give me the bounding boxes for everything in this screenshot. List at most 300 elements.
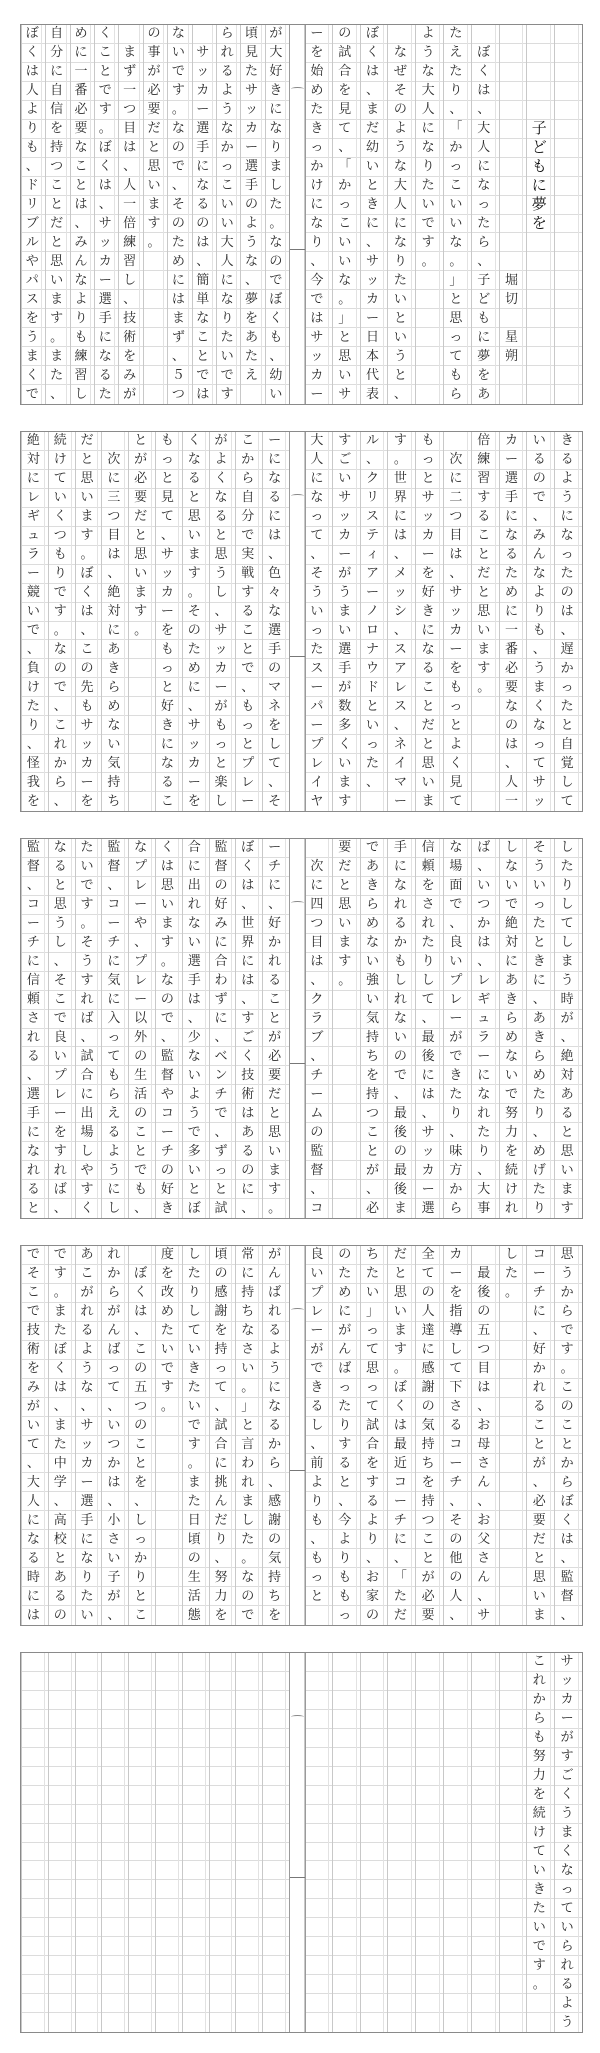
- grid-cell: 目: [102, 527, 128, 546]
- grid-cell: と: [183, 489, 209, 508]
- grid-cell: [416, 1653, 443, 1672]
- grid-cell: 。: [333, 290, 360, 309]
- grid-cell: [444, 1824, 471, 1843]
- grid-cell: 合: [210, 953, 236, 972]
- grid-cell: [183, 1691, 209, 1710]
- grid-cell: と: [555, 1123, 582, 1142]
- grid-cell: [500, 1492, 527, 1511]
- grid-cell: つ: [46, 158, 69, 177]
- grid-cell: に: [527, 177, 554, 196]
- grid-cell: い: [333, 233, 360, 252]
- grid-cell: ま: [76, 508, 102, 527]
- grid-cell: う: [183, 1104, 209, 1123]
- grid-cell: け: [49, 451, 75, 470]
- grid-cell: で: [236, 527, 262, 546]
- grid-cell: 選: [183, 953, 209, 972]
- grid-cell: 、: [393, 387, 407, 403]
- grid-cell: 楽: [210, 773, 236, 792]
- grid-cell: [210, 1805, 236, 1824]
- grid-cell: 監: [22, 839, 48, 858]
- grid-cell: あ: [361, 858, 388, 877]
- grid-cell: も: [266, 328, 289, 347]
- grid-cell: 思: [444, 309, 471, 328]
- grid-cell: れ: [76, 1303, 102, 1322]
- manuscript-column: [526, 1653, 554, 2032]
- grid-cell: [129, 1805, 155, 1824]
- manuscript-column: [304, 25, 332, 404]
- grid-cell: ー: [305, 25, 332, 44]
- grid-cell: り: [305, 1492, 332, 1511]
- grid-cell: [555, 233, 582, 252]
- grid-cell: 、: [500, 754, 527, 773]
- grid-cell: と: [129, 1142, 155, 1161]
- grid-cell: に: [305, 470, 332, 489]
- grid-cell: [76, 1899, 102, 1918]
- grid-cell: た: [472, 1123, 499, 1142]
- grid-cell: と: [361, 1142, 388, 1161]
- grid-cell: [49, 1861, 75, 1880]
- grid-cell: ー: [444, 1265, 471, 1284]
- grid-cell: と: [236, 640, 262, 659]
- grid-cell: [22, 1653, 48, 1672]
- grid-cell: は: [305, 953, 332, 972]
- grid-cell: ー: [241, 139, 264, 158]
- grid-cell: [500, 1691, 527, 1710]
- grid-cell: [129, 1691, 155, 1710]
- grid-cell: わ: [236, 1454, 262, 1473]
- grid-cell: で: [416, 215, 443, 234]
- grid-cell: の: [333, 1246, 360, 1265]
- manuscript-column: [360, 1653, 388, 2032]
- grid-cell: 、: [527, 991, 554, 1010]
- grid-cell: [444, 1899, 471, 1918]
- grid-cell: [333, 1748, 360, 1767]
- grid-cell: な: [416, 63, 443, 82]
- grid-cell: サ: [361, 252, 388, 271]
- grid-cell: は: [444, 546, 471, 565]
- grid-cell: っ: [333, 196, 360, 215]
- grid-cell: も: [236, 697, 262, 716]
- grid-cell: に: [500, 953, 527, 972]
- grid-cell: [333, 1918, 360, 1937]
- grid-cell: カ: [156, 584, 182, 603]
- grid-cell: で: [210, 1104, 236, 1123]
- grid-cell: よ: [361, 1511, 388, 1530]
- grid-cell: に: [156, 735, 182, 754]
- grid-cell: と: [444, 716, 471, 735]
- grid-cell: る: [22, 1549, 48, 1568]
- grid-cell: [49, 1994, 75, 2013]
- grid-cell: い: [527, 1918, 554, 1937]
- grid-cell: [527, 328, 554, 347]
- grid-cell: で: [95, 82, 118, 101]
- grid-cell: す: [361, 1473, 388, 1492]
- grid-cell: [388, 1805, 415, 1824]
- grid-cell: [49, 1653, 75, 1672]
- grid-cell: い: [183, 1341, 209, 1360]
- grid-cell: [129, 792, 155, 811]
- grid-cell: [500, 63, 527, 82]
- grid-cell: [76, 1861, 102, 1880]
- grid-cell: の: [263, 659, 289, 678]
- grid-cell: 術: [22, 1341, 48, 1360]
- grid-cell: [388, 1767, 415, 1786]
- grid-cell: す: [156, 1379, 182, 1398]
- grid-cell: 始: [305, 63, 332, 82]
- grid-cell: 、: [76, 1398, 102, 1417]
- grid-cell: な: [555, 527, 582, 546]
- grid-cell: 気: [102, 972, 128, 991]
- grid-cell: き: [444, 1066, 471, 1085]
- grid-cell: ど: [527, 139, 554, 158]
- grid-cell: [333, 1653, 360, 1672]
- grid-cell: こ: [129, 1341, 155, 1360]
- grid-cell: [500, 1568, 527, 1587]
- grid-cell: し: [214, 794, 228, 810]
- grid-cell: ま: [555, 953, 582, 972]
- grid-cell: 絶: [102, 584, 128, 603]
- grid-cell: の: [527, 470, 554, 489]
- grid-cell: 人: [119, 177, 142, 196]
- grid-cell: を: [263, 716, 289, 735]
- grid-cell: ず: [210, 991, 236, 1010]
- grid-cell: な: [217, 290, 240, 309]
- grid-cell: 、: [444, 1492, 471, 1511]
- grid-cell: に: [388, 508, 415, 527]
- grid-cell: い: [333, 470, 360, 489]
- grid-cell: に: [416, 1341, 443, 1360]
- grid-cell: 番: [500, 640, 527, 659]
- grid-cell: 、: [210, 1398, 236, 1417]
- grid-cell: [500, 1824, 527, 1843]
- grid-cell: ん: [472, 1473, 499, 1492]
- grid-cell: [361, 1861, 388, 1880]
- grid-cell: に: [500, 508, 527, 527]
- grid-cell: サ: [193, 44, 216, 63]
- grid-cell: す: [527, 1956, 554, 1975]
- grid-cell: に: [102, 1180, 128, 1199]
- grid-cell: た: [183, 1265, 209, 1284]
- grid-cell: コ: [22, 896, 48, 915]
- grid-cell: [49, 1672, 75, 1691]
- grid-cell: な: [416, 640, 443, 659]
- grid-cell: 続: [527, 1805, 554, 1824]
- grid-cell: 、: [210, 1549, 236, 1568]
- fold-mark-icon: [291, 901, 304, 905]
- grid-cell: し: [129, 1511, 155, 1530]
- grid-cell: [144, 252, 167, 271]
- grid-cell: ー: [472, 1047, 499, 1066]
- manuscript-column: [167, 25, 191, 404]
- grid-cell: ぼ: [187, 1201, 201, 1217]
- grid-cell: 。: [156, 953, 182, 972]
- grid-cell: [129, 735, 155, 754]
- grid-cell: ー: [76, 773, 102, 792]
- grid-cell: ら: [555, 1473, 582, 1492]
- manuscript-column: [155, 839, 182, 1218]
- grid-cell: の: [263, 1530, 289, 1549]
- grid-cell: い: [49, 489, 75, 508]
- manuscript-column: [499, 1653, 527, 2032]
- grid-cell: か: [555, 659, 582, 678]
- grid-cell: を: [416, 1473, 443, 1492]
- grid-cell: [472, 1767, 499, 1786]
- grid-cell: ま: [333, 603, 360, 622]
- manuscript-column: [443, 839, 471, 1218]
- grid-cell: [527, 271, 554, 290]
- manuscript-column: [262, 839, 289, 1218]
- grid-cell: [444, 1843, 471, 1862]
- grid-cell: か: [263, 934, 289, 953]
- grid-cell: 手: [183, 972, 209, 991]
- grid-cell: 合: [183, 839, 209, 858]
- grid-cell: 方: [444, 1161, 471, 1180]
- grid-cell: [102, 432, 128, 451]
- grid-cell: の: [168, 139, 191, 158]
- grid-cell: た: [76, 1587, 102, 1606]
- grid-cell: [129, 1729, 155, 1748]
- grid-cell: っ: [444, 697, 471, 716]
- grid-cell: 少: [183, 1029, 209, 1048]
- grid-cell: く: [95, 25, 118, 44]
- grid-cell: プ: [444, 972, 471, 991]
- grid-cell: [156, 1786, 182, 1805]
- grid-cell: 、: [472, 1161, 499, 1180]
- grid-cell: た: [555, 697, 582, 716]
- grid-cell: [305, 1691, 332, 1710]
- grid-cell: [183, 1672, 209, 1691]
- grid-cell: う: [388, 139, 415, 158]
- grid-cell: 思: [183, 508, 209, 527]
- manuscript-page-4: [20, 1245, 583, 1626]
- grid-cell: マ: [263, 678, 289, 697]
- grid-cell: テ: [361, 527, 388, 546]
- grid-cell: が: [527, 1454, 554, 1473]
- grid-cell: [444, 1672, 471, 1691]
- grid-cell: る: [263, 489, 289, 508]
- grid-cell: 。: [236, 1549, 262, 1568]
- grid-cell: し: [76, 1142, 102, 1161]
- grid-cell: と: [527, 1436, 554, 1455]
- grid-cell: 、: [263, 1473, 289, 1492]
- grid-cell: か: [102, 1454, 128, 1473]
- grid-cell: 、: [266, 347, 289, 366]
- grid-cell: 持: [102, 773, 128, 792]
- grid-cell: [305, 2013, 332, 2032]
- grid-cell: 手: [263, 640, 289, 659]
- grid-cell: [333, 1786, 360, 1805]
- grid-cell: 対: [102, 603, 128, 622]
- grid-cell: ぼ: [388, 1379, 415, 1398]
- grid-cell: 負: [22, 659, 48, 678]
- grid-cell: が: [266, 25, 289, 44]
- grid-cell: [500, 1549, 527, 1568]
- grid-cell: 五: [472, 1322, 499, 1341]
- grid-cell: ぼ: [49, 1341, 75, 1360]
- grid-cell: 持: [236, 1284, 262, 1303]
- grid-cell: [472, 1672, 499, 1691]
- grid-cell: カ: [95, 252, 118, 271]
- grid-cell: ま: [144, 196, 167, 215]
- grid-cell: [236, 1994, 262, 2013]
- page-left-half: [21, 1653, 289, 2032]
- grid-cell: 目: [305, 934, 332, 953]
- grid-cell: っ: [444, 328, 471, 347]
- grid-cell: う: [527, 659, 554, 678]
- grid-cell: こ: [46, 177, 69, 196]
- grid-cell: る: [263, 972, 289, 991]
- manuscript-column: [235, 839, 262, 1218]
- grid-cell: [444, 1975, 471, 1994]
- grid-cell: 、: [555, 1029, 582, 1048]
- grid-cell: う: [241, 233, 264, 252]
- manuscript-column: [128, 839, 155, 1218]
- grid-cell: 我: [22, 773, 48, 792]
- grid-cell: ー: [333, 546, 360, 565]
- grid-cell: ち: [107, 794, 121, 810]
- grid-cell: 、: [388, 1085, 415, 1104]
- grid-cell: ま: [46, 347, 69, 366]
- grid-cell: [333, 1123, 360, 1142]
- grid-cell: を: [210, 1322, 236, 1341]
- grid-cell: い: [183, 1161, 209, 1180]
- grid-cell: [49, 1956, 75, 1975]
- grid-cell: ば: [333, 1360, 360, 1379]
- grid-cell: [333, 1956, 360, 1975]
- grid-cell: [333, 1142, 360, 1161]
- grid-cell: れ: [388, 991, 415, 1010]
- grid-cell: し: [266, 177, 289, 196]
- grid-cell: 思: [210, 546, 236, 565]
- grid-cell: す: [183, 565, 209, 584]
- grid-cell: [527, 252, 554, 271]
- manuscript-column: [304, 1246, 332, 1625]
- grid-cell: 、: [416, 1010, 443, 1029]
- grid-cell: は: [193, 233, 216, 252]
- grid-cell: 一: [71, 63, 94, 82]
- grid-cell: 、: [263, 773, 289, 792]
- grid-cell: が: [333, 565, 360, 584]
- manuscript-column: [101, 839, 128, 1218]
- grid-cell: 大: [217, 233, 240, 252]
- grid-cell: 幼: [361, 139, 388, 158]
- grid-cell: 、: [305, 1180, 332, 1199]
- grid-cell: [183, 1786, 209, 1805]
- grid-cell: 、: [22, 158, 45, 177]
- grid-cell: [236, 1767, 262, 1786]
- grid-cell: ラ: [22, 546, 48, 565]
- grid-cell: も: [305, 1549, 332, 1568]
- grid-cell: に: [22, 1587, 48, 1606]
- grid-cell: を: [500, 1142, 527, 1161]
- grid-cell: [76, 1956, 102, 1975]
- grid-cell: り: [527, 603, 554, 622]
- grid-cell: [102, 1786, 128, 1805]
- grid-cell: け: [305, 177, 332, 196]
- grid-cell: [129, 1672, 155, 1691]
- grid-cell: こ: [236, 432, 262, 451]
- grid-cell: 人: [388, 196, 415, 215]
- grid-cell: [333, 1880, 360, 1899]
- grid-cell: 、: [129, 934, 155, 953]
- grid-cell: レ: [49, 1085, 75, 1104]
- grid-cell: [333, 1085, 360, 1104]
- grid-cell: [49, 1975, 75, 1994]
- grid-cell: [500, 385, 527, 404]
- grid-cell: [333, 1937, 360, 1956]
- grid-cell: た: [305, 640, 332, 659]
- grid-cell: で: [22, 1246, 48, 1265]
- grid-cell: 大: [472, 1180, 499, 1199]
- grid-cell: の: [500, 716, 527, 735]
- grid-cell: て: [444, 1360, 471, 1379]
- grid-cell: し: [500, 1246, 527, 1265]
- grid-cell: に: [22, 1123, 48, 1142]
- grid-cell: 父: [472, 1530, 499, 1549]
- grid-cell: [472, 1994, 499, 2013]
- grid-cell: し: [119, 271, 142, 290]
- grid-cell: く: [388, 1398, 415, 1417]
- grid-cell: が: [555, 1729, 582, 1748]
- grid-cell: サ: [416, 489, 443, 508]
- grid-cell: [305, 1956, 332, 1975]
- grid-cell: 、: [49, 697, 75, 716]
- grid-cell: 信: [22, 972, 48, 991]
- grid-cell: に: [500, 603, 527, 622]
- grid-cell: と: [388, 1265, 415, 1284]
- grid-cell: お: [472, 1417, 499, 1436]
- grid-cell: 、: [210, 603, 236, 622]
- grid-cell: い: [527, 1587, 554, 1606]
- grid-cell: ら: [527, 1710, 554, 1729]
- manuscript-page-3: [20, 838, 583, 1219]
- grid-cell: に: [210, 1454, 236, 1473]
- grid-cell: で: [527, 1937, 554, 1956]
- grid-cell: で: [183, 1123, 209, 1142]
- manuscript-column: [443, 1653, 471, 2032]
- grid-cell: え: [102, 1104, 128, 1123]
- grid-cell: 持: [361, 1085, 388, 1104]
- grid-cell: ー: [129, 896, 155, 915]
- grid-cell: 。: [156, 1398, 182, 1417]
- grid-cell: い: [217, 347, 240, 366]
- manuscript-column: [554, 25, 582, 404]
- grid-cell: は: [119, 139, 142, 158]
- grid-cell: ん: [102, 1322, 128, 1341]
- grid-cell: と: [263, 1104, 289, 1123]
- grid-cell: き: [361, 196, 388, 215]
- grid-cell: す: [333, 953, 360, 972]
- grid-cell: 最: [388, 1104, 415, 1123]
- grid-cell: [416, 1918, 443, 1937]
- grid-cell: [156, 1805, 182, 1824]
- grid-cell: に: [263, 1379, 289, 1398]
- grid-cell: 、: [119, 290, 142, 309]
- grid-cell: [500, 1918, 527, 1937]
- grid-cell: て: [102, 1047, 128, 1066]
- grid-cell: る: [527, 451, 554, 470]
- grid-cell: 、: [305, 1436, 332, 1455]
- grid-cell: の: [129, 1360, 155, 1379]
- grid-cell: [416, 1880, 443, 1899]
- grid-cell: と: [210, 754, 236, 773]
- grid-cell: [49, 1691, 75, 1710]
- grid-cell: な: [388, 877, 415, 896]
- grid-cell: ー: [95, 271, 118, 290]
- grid-cell: ま: [236, 1492, 262, 1511]
- grid-cell: め: [361, 915, 388, 934]
- grid-cell: 、: [527, 640, 554, 659]
